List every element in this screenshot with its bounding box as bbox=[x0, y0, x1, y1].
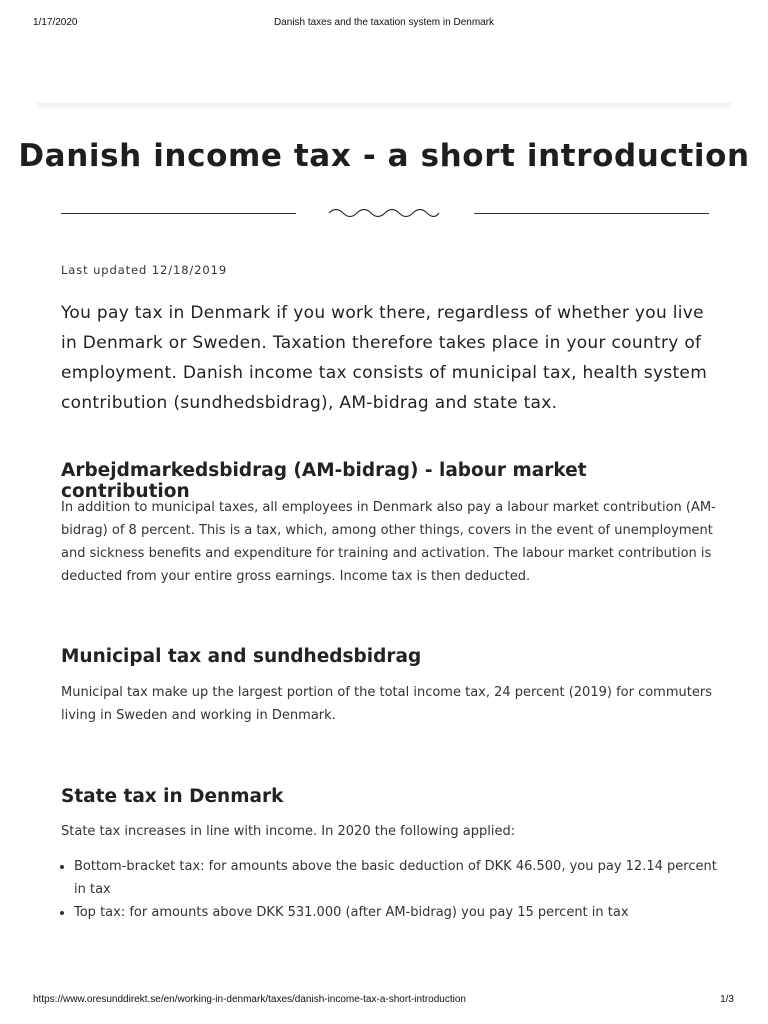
section-heading-am-bidrag: Arbejdmarkedsbidrag (AM-bidrag) - labour market contribution bbox=[61, 460, 587, 502]
print-document-title: Danish taxes and the taxation system in Denmark bbox=[273, 17, 495, 28]
print-header bbox=[0, 17, 768, 31]
list-item: • Bottom-bracket tax: for amounts above the basic deduction of DKK 46.500, you pay 12.14 percent in tax bbox=[74, 855, 729, 901]
section-heading-state-tax: State tax in Denmark bbox=[61, 786, 284, 807]
print-date: 1/17/2020 bbox=[33, 17, 78, 28]
section-body-am-bidrag: In addition to municipal taxes, all employees in Denmark also pay a labour market contribution (AM-bidrag) of 8 percent. This is a tax, which, among other things, covers in the event of unemployment and sickness benefits and expenditure for training and activation. The labour market contribution is deducted from your entire gross earnings. Income tax is then deducted. bbox=[61, 500, 716, 584]
print-footer bbox=[0, 994, 768, 1008]
section-body-state-tax: State tax increases in line with income. In 2020 the following applied: bbox=[61, 824, 516, 839]
list-item: • Top tax: for amounts above DKK 531.000 (after AM-bidrag) you pay 15 percent in tax bbox=[74, 901, 729, 924]
title-divider-left bbox=[61, 213, 296, 214]
state-tax-list bbox=[61, 855, 729, 924]
page-title: Danish income tax - a short introduction bbox=[18, 138, 750, 174]
content-top-edge bbox=[37, 103, 731, 110]
page-number: 1/3 bbox=[720, 994, 734, 1005]
section-heading-municipal-tax: Municipal tax and sundhedsbidrag bbox=[61, 646, 422, 667]
wave-ornament-icon bbox=[327, 206, 441, 220]
intro-paragraph: You pay tax in Denmark if you work there, regardless of whether you live in Denmark or Sweden. Taxation therefore takes place in your country of employment. Danish income tax consists of municipal tax, health system contribution (sundhedsbidrag), AM-bidrag and state tax. bbox=[61, 303, 708, 413]
title-divider-right bbox=[474, 213, 709, 214]
section-body-municipal-tax: Municipal tax make up the largest portion of the total income tax, 24 percent (2019) for commuters living in Sweden and working in Denmark. bbox=[61, 685, 712, 723]
last-updated: Last updated 12/18/2019 bbox=[61, 263, 228, 277]
print-url: https://www.oresunddirekt.se/en/working-in-denmark/taxes/danish-income-tax-a-short-introduction bbox=[33, 994, 466, 1005]
